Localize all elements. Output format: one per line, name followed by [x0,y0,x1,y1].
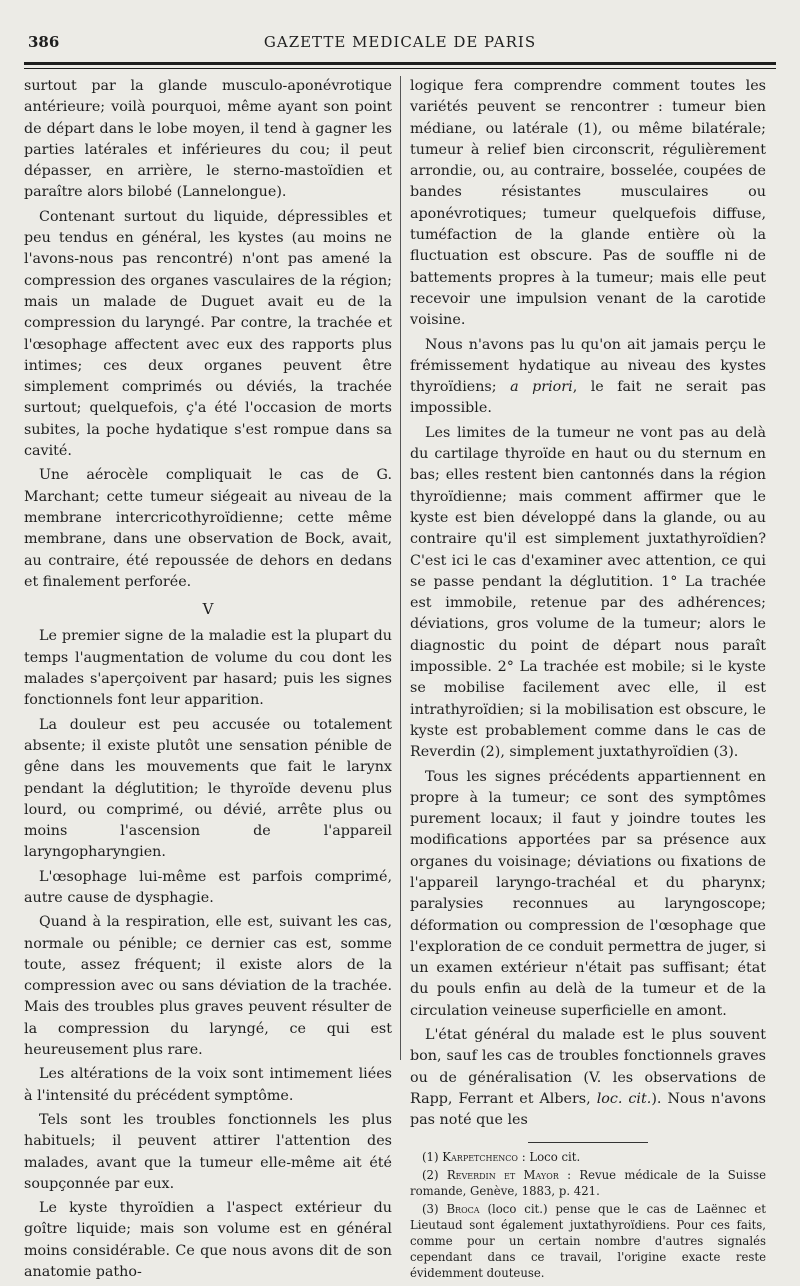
text-run: Nous n'avons pas lu qu'on ait jamais perçu le frémissement hydatique au niveau des kystes thyroïdiens; [410,336,766,396]
paragraph: La douleur est peu accusée ou totalement absente; il existe plutôt une sensation pénible de gêne dans les mouvements que fait le larynx pendant la déglutition; le thyroïde devenu plus lourd, ou comprimé, ou dévié, arrête plus ou moins l'ascension de l'appareil laryngopharyngien. [24,716,392,861]
page-number: 386 [28,33,60,51]
paragraph: L'œsophage lui-même est parfois comprimé, autre cause de dysphagie. [24,868,392,906]
paragraph: Quand à la respiration, elle est, suivant les cas, normale ou pénible; ce dernier cas est, somme toute, assez fréquent; il existe alors de la compression avec ou sans déviation de la trachée. Mais des troubles plus graves peuvent résulter de la compression du laryngé, ce qui est heureusement plus rare. [24,914,392,1059]
column-divider [400,76,401,1060]
footnote-number: (1) [422,1149,443,1164]
footnote-text: (loco cit.) pense que le cas de Laënnec et Lieutaud sont également juxtathyroïdiens. Pour ces faits, comme pour un certain nombre d'autres signalés cependant dans ce travail, l'origine exacte reste évidemment douteuse. [410,1201,766,1280]
paragraph: Les limites de la tumeur ne vont pas au delà du cartilage thyroïde en haut ou du sternum en bas; elles restent bien cantonnés dans la région thyroïdienne; mais comment affirmer que le kyste est bien développé dans la glande, ou au contraire qu'il est simplement juxtathyroïdien? C'est ici le cas d'examiner avec attention, ce qui se passe pendant la déglutition. 1° La trachée est immobile, retenue par des adhérences; déviations, gros volume de la tumeur; alors le diagnostic du point de départ nous paraît impossible. 2° La trachée est mobile; si le kyste se mobilise facilement avec elle, il est intrathyroïdien; si la mobilisation est obscure, le kyste est probablement comme dans le cas de Reverdin (2), simplement juxtathyroïdien (3). [410,424,766,761]
footnote-rule [528,1142,648,1143]
footnote-author: Karpetchenco [442,1149,518,1164]
footnote-author: Reverdin et Mayor [446,1167,559,1182]
header-rule-thin [24,68,776,69]
text-run: , le fait ne serait pas impossible. [410,379,766,417]
footnote-number: (3) [422,1201,447,1216]
section-number: V [202,600,214,619]
footnote-text: : Loco cit. [518,1149,581,1164]
paragraph: Le kyste thyroïdien a l'aspect extérieur du goître liquide; mais son volume est en général moins considérable. Ce que nous avons dit de son anatomie patho- [24,1200,392,1281]
paragraph [410,1025,766,1131]
header-rule-thick [24,62,776,65]
footnote [410,1167,766,1199]
right-column [410,76,766,1283]
text-run: ). Nous n'avons pas noté que les [410,1090,767,1129]
running-head: GAZETTE MEDICALE DE PARIS [263,33,537,51]
text-run: L'état général du malade est le plus souvent bon, sauf les cas de troubles fonctionnels graves ou de généralisation (V. les observations de Rapp, Ferrant et Albers, [410,1027,766,1107]
italic-text: loc. cit. [596,1090,652,1107]
footnote [410,1201,766,1281]
paragraph: Le premier signe de la maladie est la plupart du temps l'augmentation de volume du cou dont les malades s'aperçoivent par hasard; puis les signes fonctionnels font leur apparition. [24,628,392,709]
footnote-author: Broca [446,1201,480,1216]
footnote-text: : Revue médicale de la Suisse romande, Genève, 1883, p. 421. [410,1167,766,1198]
paragraph: logique fera comprendre comment toutes les variétés peuvent se rencontrer : tumeur bien médiane, ou latérale (1), ou même bilatérale; tumeur à relief bien circonscrit, régulièrement arrondie, ou, au contraire, bosselée, coupées de bandes résistantes musculaires ou aponévrotiques; tumeur quelquefois diffuse, tuméfaction de la glande entière où la fluctuation est obscure. Pas de souffle ni de battements propres à la tumeur; mais elle peut recevoir une impulsion venant de la carotide voisine. [410,78,766,329]
paragraph: Tous les signes précédents appartiennent en propre à la tumeur; ce sont des symptômes purement locaux; il faut y joindre toutes les modifications apportées par sa présence aux organes du voisinage; déviations ou fixations de l'appareil laryngo-trachéal et du pharynx; paralysies reconnues au laryngoscope; déformation ou compression de l'œsophage que l'exploration de ce conduit permettra de juger, si un examen extérieur n'était pas suffisant; état du pouls enfin au delà de la tumeur et de la circulation veineuse superficielle en amont. [410,768,766,1019]
footnote [410,1149,766,1165]
paragraph [410,335,766,420]
paragraph: Les altérations de la voix sont intimement liées à l'intensité du précédent symptôme. [24,1066,392,1104]
italic-text: a priori [510,379,573,396]
paragraph: Une aérocèle compliquait le cas de G. Marchant; cette tumeur siégeait au niveau de la membrane intercricothyroïdienne; cette même membrane, dans une observation de Bock, avait, au contraire, été repoussée de dehors en dedans et finalement perforée. [24,467,392,590]
footnote-number: (2) [422,1167,447,1182]
paragraph: Tels sont les troubles fonctionnels les plus habituels; il peuvent attirer l'attention des malades, avant que la tumeur elle-même ait été soupçonnée par eux. [24,1111,392,1192]
paragraph: surtout par la glande musculo-aponévrotique antérieure; voilà pourquoi, même ayant son point de départ dans le lobe moyen, il tend à gagner les parties latérales et inférieures du cou; il peut dépasser, en arrière, le sterno-mastoïdien et paraître alors bilobé (Lannelongue). [24,78,392,201]
footnotes [410,1149,766,1281]
left-column [24,76,392,1286]
paragraph: Contenant surtout du liquide, dépressibles et peu tendus en général, les kystes (au moins ne l'avons-nous pas rencontré) n'ont pas amené la compression des organes vasculaires de la région; mais un malade de Duguet avait eu de la compression du laryngé. Par contre, la trachée et l'œsophage affectent avec eux des rapports plus intimes; ces deux organes peuvent être simplement comprimés ou déviés, la trachée surtout; quelquefois, ç'a été l'occasion de morts subites, la poche hydatique s'est rompue dans sa cavité. [24,208,392,460]
